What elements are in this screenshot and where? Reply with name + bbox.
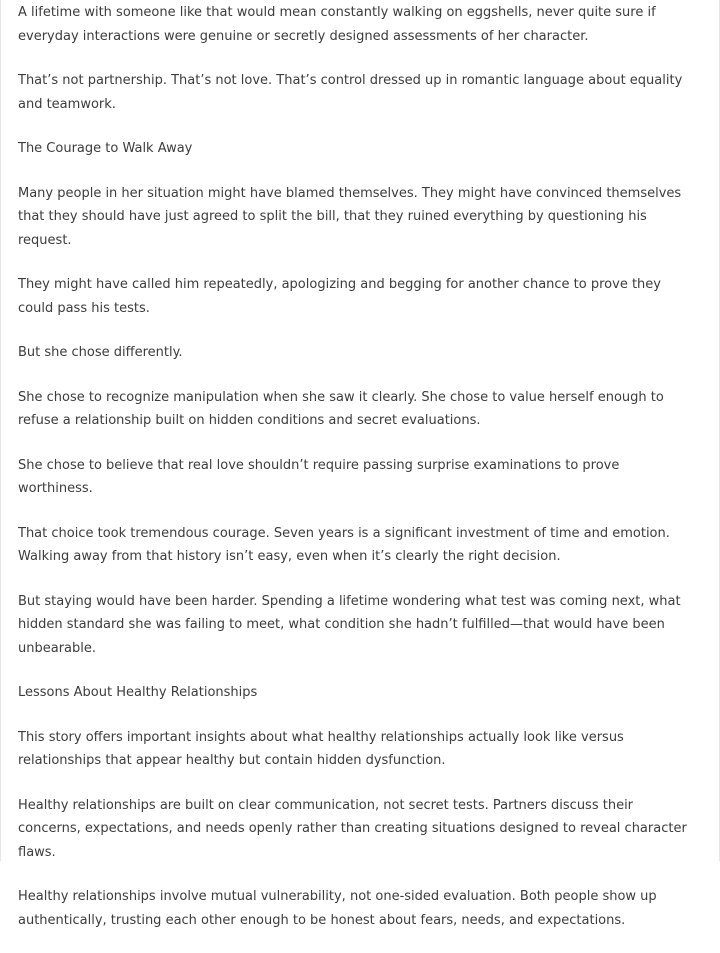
paragraph: She chose to recognize manipulation when she saw it clearly. She chose to value herself enough to refuse a relationship built on hidden conditions and secret evaluations. — [18, 389, 664, 428]
paragraph: This story offers important insights about what healthy relationships actually look like versus relationships that appear healthy but contain hidden dysfunction. — [18, 729, 624, 768]
paragraph: A lifetime with someone like that would mean constantly walking on eggshells, never quite sure if everyday interactions were genuine or secretly designed assessments of her character. — [18, 5, 656, 44]
paragraph: Healthy relationships are built on clear communication, not secret tests. Partners discuss their concerns, expectations, and needs openly rather than creating situations designed to reveal character flaws. — [18, 797, 687, 860]
paragraph: Healthy relationships involve mutual vulnerability, not one-sided evaluation. Both people show up authentically, trusting each other enough to be honest about fears, needs, and expectations. — [18, 889, 657, 928]
paragraph: That choice took tremendous courage. Seven years is a significant investment of time and emotion. Walking away from that history isn’t easy, even when it’s clearly the right decision. — [18, 525, 670, 564]
article-body — [18, 1, 698, 953]
paragraph: They might have called him repeatedly, apologizing and begging for another chance to prove they could pass his tests. — [18, 277, 661, 316]
paragraph: That’s not partnership. That’s not love. That’s control dressed up in romantic language about equality and teamwork. — [18, 73, 683, 112]
paragraph: But she chose differently. — [18, 345, 183, 360]
section-heading: The Courage to Walk Away — [18, 141, 193, 156]
paragraph: Many people in her situation might have blamed themselves. They might have convinced themselves that they should have just agreed to split the bill, that they ruined everything by questioning his request. — [18, 185, 682, 248]
paragraph: She chose to believe that real love shouldn’t require passing surprise examinations to prove worthiness. — [18, 457, 620, 496]
paragraph: But staying would have been harder. Spending a lifetime wondering what test was coming next, what hidden standard she was failing to meet, what condition she hadn’t fulfilled—that would have been unbearable. — [18, 593, 681, 656]
section-heading: Lessons About Healthy Relationships — [18, 685, 258, 700]
